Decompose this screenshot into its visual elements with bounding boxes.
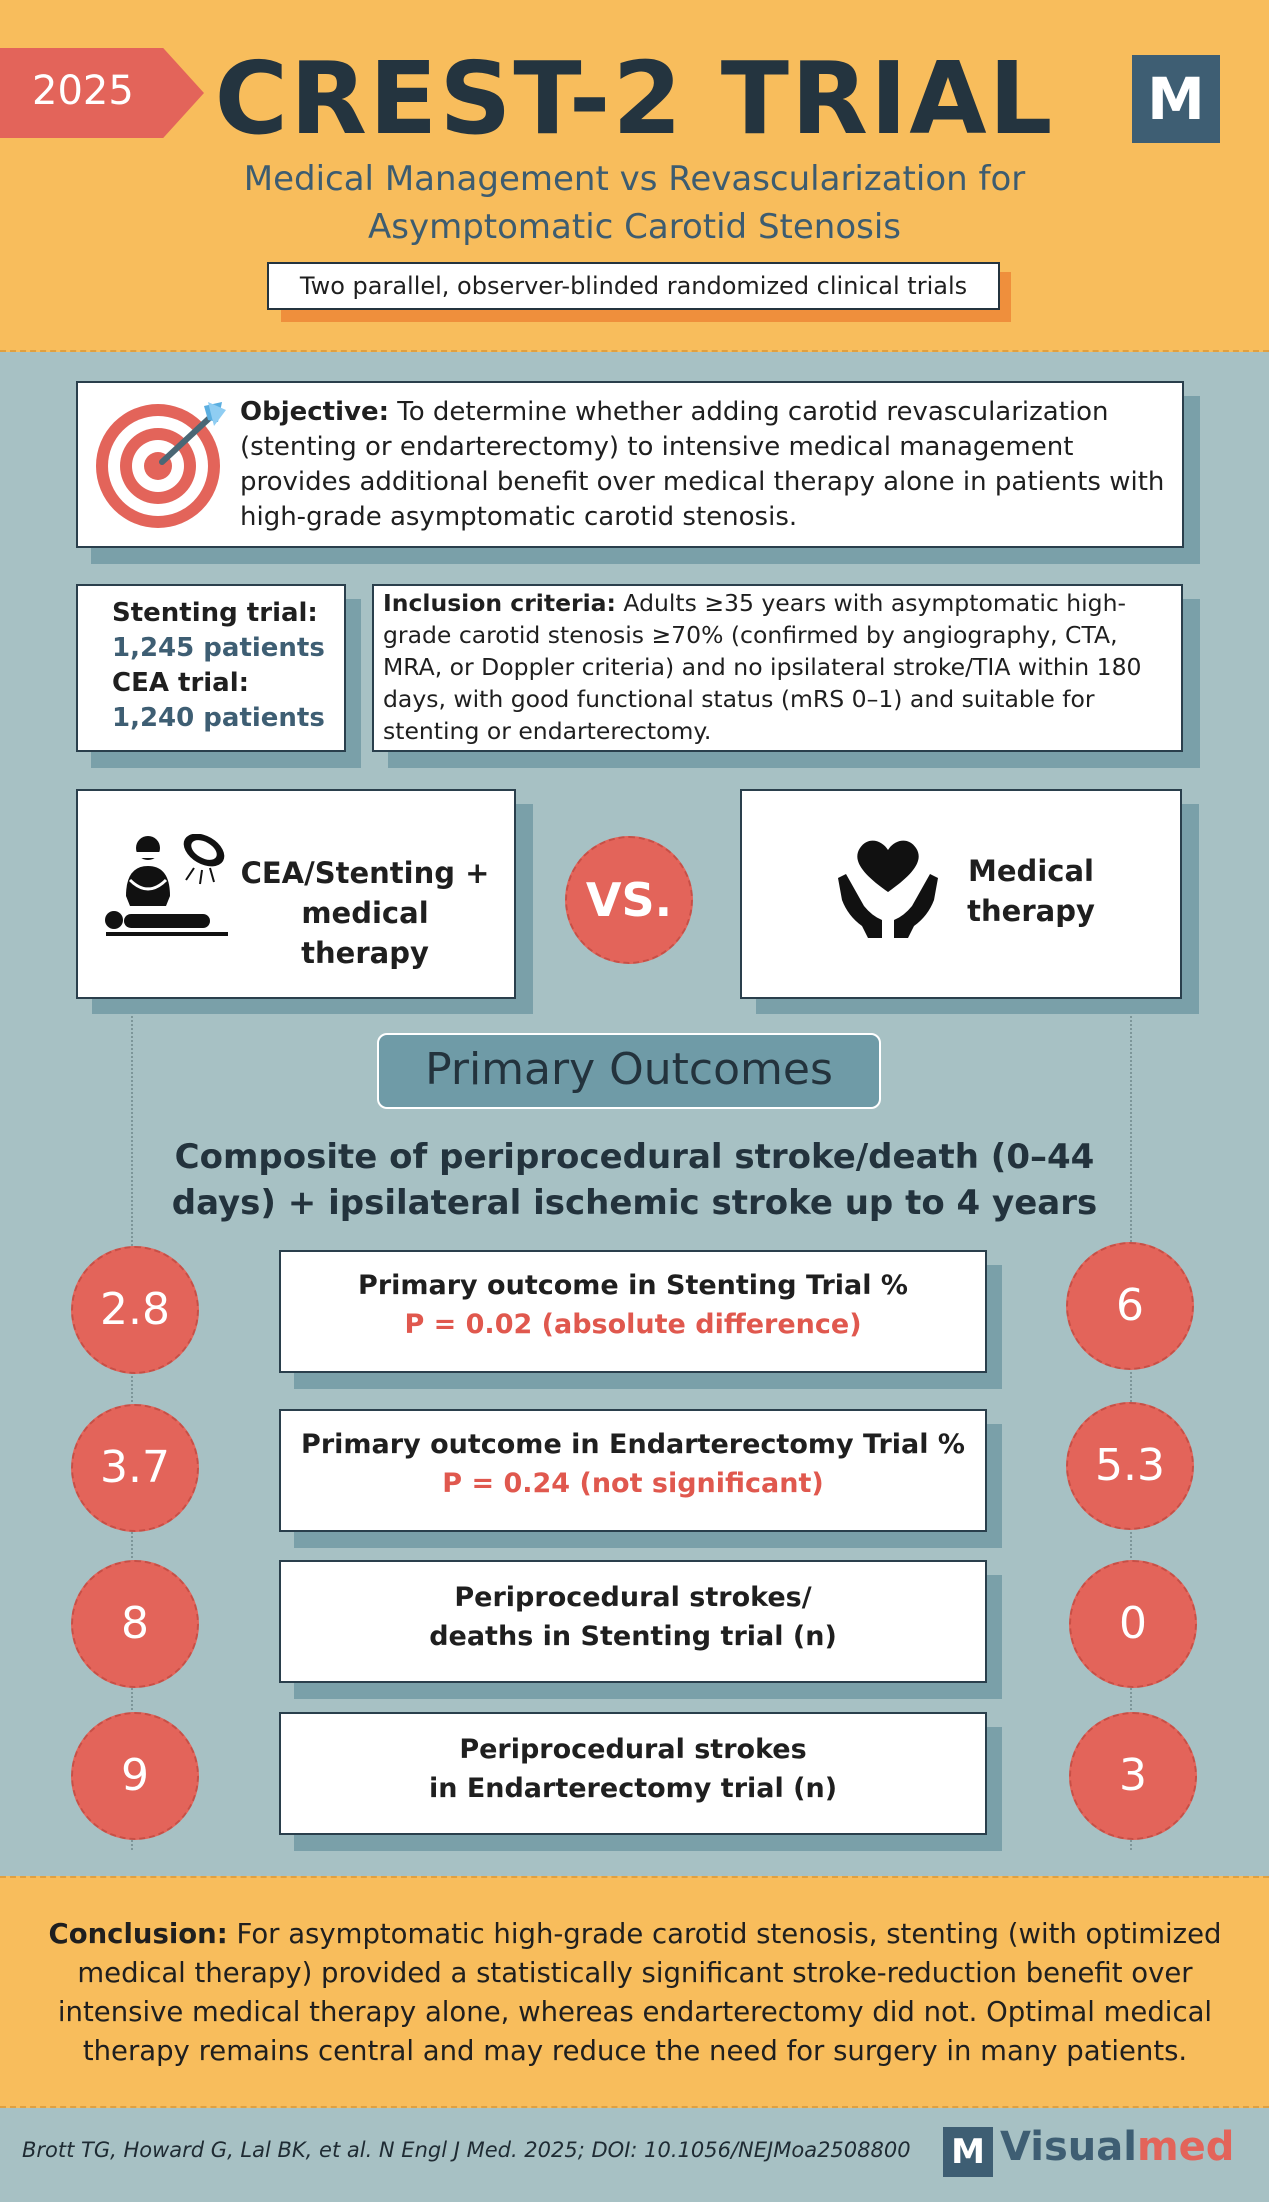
cea-trial-label: CEA trial:: [112, 668, 250, 698]
heart-hands-icon: [832, 834, 944, 940]
right-arm-line-1: Medical: [968, 854, 1094, 888]
subtitle-line-2: Asymptomatic Carotid Stenosis: [368, 207, 901, 247]
outcome-row-4-text: [279, 1730, 987, 1808]
outcome-row-2-text: [279, 1425, 987, 1503]
outcome-row-2-left-value: 3.7: [71, 1404, 199, 1532]
outcome-row-1-left-value: 2.8: [71, 1246, 199, 1374]
conclusion-text: [40, 1915, 1230, 2071]
stenting-trial-count: 1,245 patients: [112, 633, 325, 663]
target-icon: [96, 400, 230, 534]
outcome-row-1-right-value: 6: [1066, 1242, 1194, 1370]
outcome-row-3-text: [279, 1578, 987, 1656]
outcome-row-3-right-value: 0: [1069, 1560, 1197, 1688]
page-title: CREST-2 TRIAL: [214, 40, 1055, 157]
conclusion-body: For asymptomatic high-grade carotid stenosis, stenting (with optimized medical therapy) provided a statistically significant stroke-reduction benefit over intensive medical therapy alone, whereas endarterectomy did not. Optimal medical therapy remains central and may reduce the need for surgery in many patients.: [57, 1918, 1222, 2067]
inclusion-body: Adults ≥35 years with asymptomatic high-grade carotid stenosis ≥70% (confirmed by angiography, CTA, MRA, or Doppler criteria) and no ipsilateral stroke/TIA within 180 days, with good functional status (mRS 0–1) and suitable for stenting or endarterectomy.: [383, 589, 1142, 745]
outcome-row-3-title: Periprocedural strokes/: [454, 1582, 812, 1613]
objective-body: To determine whether adding carotid revascularization (stenting or endarterectomy) to intensive medical management provides additional benefit over medical therapy alone in patients with high-grade asymptomatic carotid stenosis.: [240, 397, 1165, 532]
composite-endpoint: [0, 1134, 1269, 1226]
right-arm-line-2: therapy: [967, 894, 1095, 928]
conclusion-banner: [0, 1876, 1269, 2108]
brand-part-2: med: [1136, 2124, 1235, 2170]
outcome-row-2-title: Primary outcome in Endarterectomy Trial %: [301, 1429, 965, 1460]
brand-logo-icon: M: [1132, 55, 1220, 143]
objective-label: Objective:: [240, 397, 389, 427]
conclusion-label: Conclusion:: [48, 1918, 228, 1950]
inclusion-text: [383, 587, 1173, 747]
visualmed-wordmark: [1000, 2124, 1234, 2170]
outcome-row-2-pvalue: P = 0.24 (not significant): [442, 1468, 824, 1499]
outcome-row-4-subtitle: in Endarterectomy trial (n): [428, 1773, 838, 1804]
subtitle-line-1: Medical Management vs Revascularization for: [243, 159, 1026, 199]
outcome-row-3-left-value: 8: [71, 1560, 199, 1688]
outcome-row-2-right-value: 5.3: [1066, 1402, 1194, 1530]
trials-note: Two parallel, observer-blinded randomized clinical trials: [267, 262, 1000, 310]
outcome-row-1-title: Primary outcome in Stenting Trial %: [358, 1270, 908, 1301]
primary-outcomes-heading: Primary Outcomes: [377, 1033, 881, 1109]
composite-line-2: days) + ipsilateral ischemic stroke up to 4 years: [171, 1183, 1098, 1223]
visualmed-logo-icon: M: [943, 2127, 993, 2177]
cea-trial-count: 1,240 patients: [112, 703, 325, 733]
left-arm-label: [240, 853, 490, 973]
surgeon-icon: [102, 834, 234, 940]
stenting-trial-label: Stenting trial:: [112, 598, 318, 628]
outcome-row-4-title: Periprocedural strokes: [459, 1734, 807, 1765]
right-arm-label: [950, 851, 1112, 931]
year-text: 2025: [32, 68, 134, 114]
outcome-row-4-right-value: 3: [1069, 1712, 1197, 1840]
enrollment-text: [112, 596, 325, 736]
outcome-row-3-subtitle: deaths in Stenting trial (n): [429, 1621, 837, 1652]
page-subtitle: [0, 155, 1269, 251]
outcome-row-1-pvalue: P = 0.02 (absolute difference): [404, 1309, 862, 1340]
inclusion-label: Inclusion criteria:: [383, 589, 616, 617]
brand-part-1: Visual: [1000, 2124, 1137, 2170]
vs-badge: VS.: [565, 836, 693, 964]
composite-line-1: Composite of periprocedural stroke/death (0–44: [174, 1137, 1095, 1177]
left-arm-line-1: CEA/Stenting +: [240, 856, 490, 890]
outcome-row-1-text: [279, 1266, 987, 1344]
outcome-row-4-left-value: 9: [71, 1712, 199, 1840]
citation-reference: Brott TG, Howard G, Lal BK, et al. N Engl J Med. 2025; DOI: 10.1056/NEJMoa2508800: [22, 2138, 911, 2162]
left-arm-line-2: medical therapy: [301, 896, 429, 970]
objective-text: [240, 395, 1170, 535]
